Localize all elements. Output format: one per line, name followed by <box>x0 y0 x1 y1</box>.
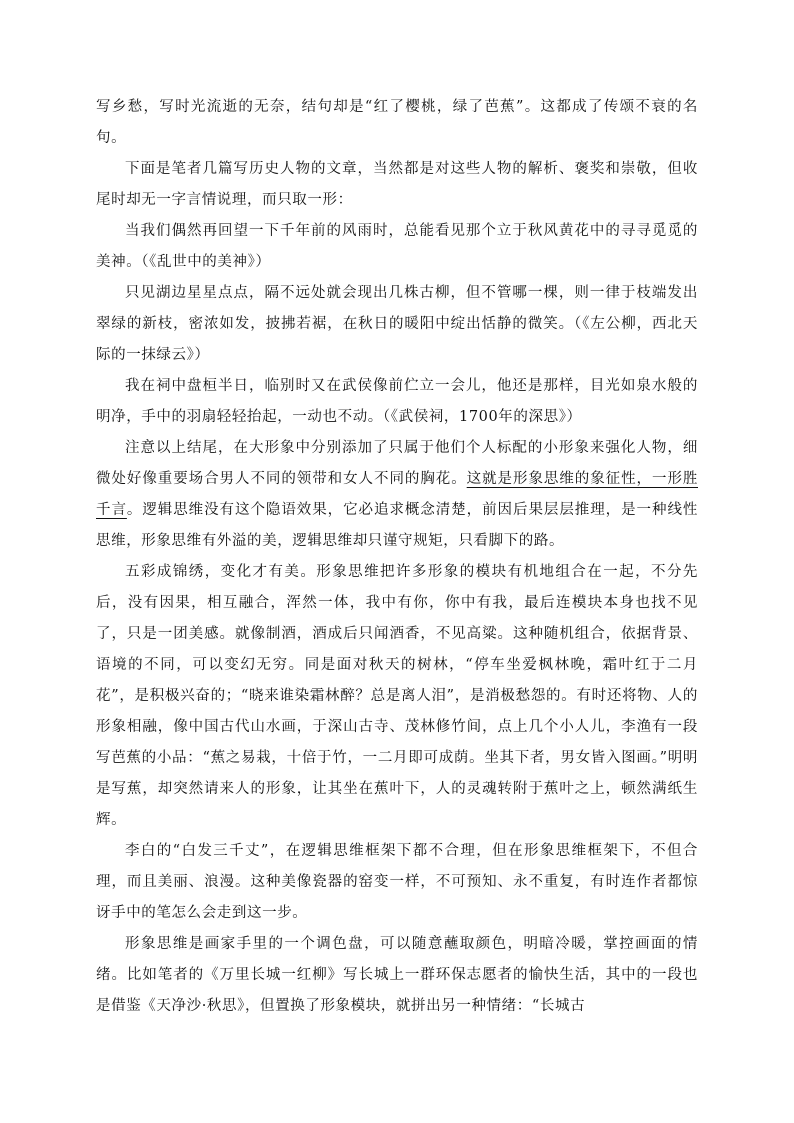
paragraph-1: 写乡愁，写时光流逝的无奈，结句却是“红了樱桃，绿了芭蕉”。这都成了传颂不衰的名句。 <box>96 99 698 146</box>
paragraph-symbolism-pre: 注意以上结尾，在大形象中分别添加了只属于他们个人标配的小形象来强化人物，细微处好像重要场合男人不同的领带和女人不同的胸花。 <box>96 440 698 487</box>
quote-paragraph-meishen: 当我们偶然再回望一下千年前的风雨时，总能看见那个立于秋风黄花中的寻寻觅觅的美神。（《乱世中的美神》） <box>96 223 698 270</box>
document-page <box>96 92 698 1022</box>
paragraph-2: 下面是笔者几篇写历史人物的文章，当然都是对这些人物的解析、褒奖和崇敬，但收尾时却无一字言情说理，而只取一形： <box>96 161 698 208</box>
paragraph-symbolism <box>96 433 698 557</box>
underlined-phrase: 这就是形象思维的象征性，一形胜千言 <box>96 471 698 518</box>
quote-paragraph-zuogongliu: 只见湖边星星点点，隔不远处就会现出几株古柳，但不管哪一棵，则一律于枝端发出翠绿的新枝，密浓如发，披拂若裾，在秋日的暖阳中绽出恬静的微笑。（《左公柳，西北天际的一抹绿云》） <box>96 285 698 363</box>
paragraph-combination: 五彩成锦绣，变化才有美。形象思维把许多形象的模块有机地组合在一起，不分先后，没有因果，相互融合，浑然一体，我中有你，你中有我，最后连模块本身也找不见了，只是一团美感。就像制酒，酒成后只闻酒香，不见高粱。这种随机组合，依据背景、语境的不同，可以变幻无穷。同是面对秋天的树林，“停车坐爱枫林晚，霜叶红于二月花”，是积极兴奋的；“晓来谁染霜林醉？总是离人泪”，是消极愁怨的。有时还将物、人的形象相融，像中国古代山水画，于深山古寺、茂林修竹间，点上几个小人儿，李渔有一段写芭蕉的小品：“蕉之易栽，十倍于竹，一二月即可成荫。坐其下者，男女皆入图画。”明明是写蕉，却突然请来人的形象，让其坐在蕉叶下，人的灵魂转附于蕉叶之上，顿然满纸生辉。 <box>96 564 698 828</box>
paragraph-libai: 李白的“白发三千丈”，在逻辑思维框架下都不合理，但在形象思维框架下，不但合理，而且美丽、浪漫。这种美像瓷器的窑变一样，不可预知、永不重复，有时连作者都惊讶手中的笔怎么会走到这一步。 <box>96 843 698 921</box>
paragraph-palette: 形象思维是画家手里的一个调色盘，可以随意蘸取颜色，明暗冷暖，掌控画面的情绪。比如笔者的《万里长城一红柳》写长城上一群环保志愿者的愉快生活，其中的一段也是借鉴《天净沙·秋思》，但置换了形象模块，就拼出另一种情绪：“长城古 <box>96 936 698 1014</box>
paragraph-symbolism-post: 。逻辑思维没有这个隐语效果，它必追求概念清楚，前因后果层层推理，是一种线性思维，形象思维有外溢的美，逻辑思维却只谨守规矩，只看脚下的路。 <box>96 502 698 549</box>
quote-paragraph-wuhouci: 我在祠中盘桓半日，临别时又在武侯像前伫立一会儿，他还是那样，目光如泉水般的明净，手中的羽扇轻轻抬起，一动也不动。（《武侯祠，1700年的深思》） <box>96 378 698 425</box>
